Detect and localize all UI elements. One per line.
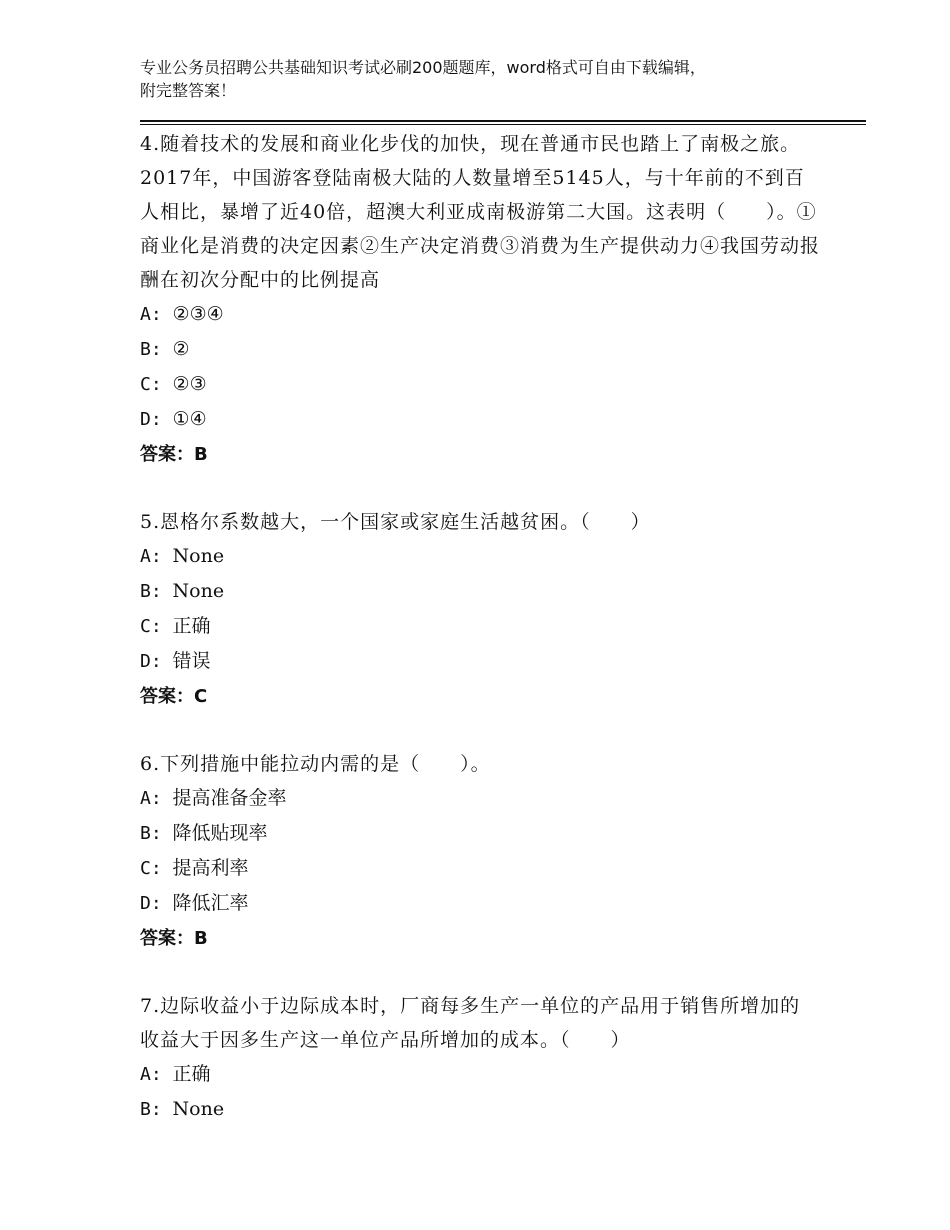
answer-line: 答案：B — [140, 928, 208, 949]
question-6 — [140, 747, 820, 957]
question-text: 6.下列措施中能拉动内需的是（ ）。 — [140, 753, 491, 775]
option-text: 提高准备金率 — [172, 787, 287, 809]
spacer — [140, 715, 820, 747]
option-b — [140, 1092, 820, 1127]
option-label: B: — [140, 823, 162, 844]
option-label: A: — [140, 1064, 162, 1085]
option-text: ② — [172, 338, 190, 360]
spacer — [140, 473, 820, 505]
page-header — [140, 56, 840, 102]
option-d — [140, 402, 820, 437]
option-text: 降低贴现率 — [172, 822, 268, 844]
option-label: B: — [140, 581, 162, 602]
option-d — [140, 886, 820, 921]
option-label: C: — [140, 616, 162, 637]
option-text: None — [172, 580, 225, 602]
option-text: 降低汇率 — [172, 892, 249, 914]
option-a — [140, 297, 820, 332]
option-text: ①④ — [172, 408, 207, 430]
option-label: B: — [140, 339, 162, 360]
option-c — [140, 609, 820, 644]
option-a — [140, 539, 820, 574]
option-text: ②③ — [172, 373, 207, 395]
option-text: ②③④ — [172, 303, 224, 325]
option-label: D: — [140, 893, 162, 914]
option-text: 正确 — [172, 615, 211, 637]
spacer — [140, 957, 820, 989]
question-text: 4.随着技术的发展和商业化步伐的加快，现在普通市民也踏上了南极之旅。2017年，中国游客登陆南极大陆的人数量增至5145人，与十年前的不到百人相比，暴增了近40倍，超澳大利亚成南极游第二大国。这表明（ ）。①商业化是消费的决定因素②生产决定消费③消费为生产提供动力④我国劳动报酬在初次分配中的比例提高 — [140, 133, 821, 291]
option-label: D: — [140, 651, 162, 672]
option-text: None — [172, 545, 225, 567]
option-label: C: — [140, 374, 162, 395]
option-b — [140, 574, 820, 609]
header-line-1: 专业公务员招聘公共基础知识考试必刷200题题库，word格式可自由下载编辑， — [140, 58, 706, 77]
option-d — [140, 644, 820, 679]
question-text: 7.边际收益小于边际成本时，厂商每多生产一单位的产品用于销售所增加的收益大于因多生产这一单位产品所增加的成本。（ ） — [140, 995, 801, 1051]
option-label: A: — [140, 788, 162, 809]
option-label: C: — [140, 858, 162, 879]
option-text: None — [172, 1098, 225, 1120]
option-a — [140, 781, 820, 816]
question-7 — [140, 989, 820, 1127]
question-list — [140, 127, 820, 1127]
header-divider-thick — [140, 120, 866, 122]
option-label: A: — [140, 546, 162, 567]
option-label: D: — [140, 409, 162, 430]
option-c — [140, 367, 820, 402]
option-b — [140, 816, 820, 851]
question-4 — [140, 127, 820, 473]
option-label: A: — [140, 304, 162, 325]
header-divider-thin — [140, 124, 866, 125]
answer-line: 答案：B — [140, 444, 208, 465]
option-text: 错误 — [172, 650, 211, 672]
option-text: 正确 — [172, 1063, 211, 1085]
option-c — [140, 851, 820, 886]
option-b — [140, 332, 820, 367]
header-line-2: 附完整答案！ — [140, 81, 237, 100]
option-a — [140, 1057, 820, 1092]
option-text: 提高利率 — [172, 857, 249, 879]
question-5 — [140, 505, 820, 715]
option-label: B: — [140, 1099, 162, 1120]
answer-line: 答案：C — [140, 686, 208, 707]
question-text: 5.恩格尔系数越大，一个国家或家庭生活越贫困。（ ） — [140, 511, 651, 533]
